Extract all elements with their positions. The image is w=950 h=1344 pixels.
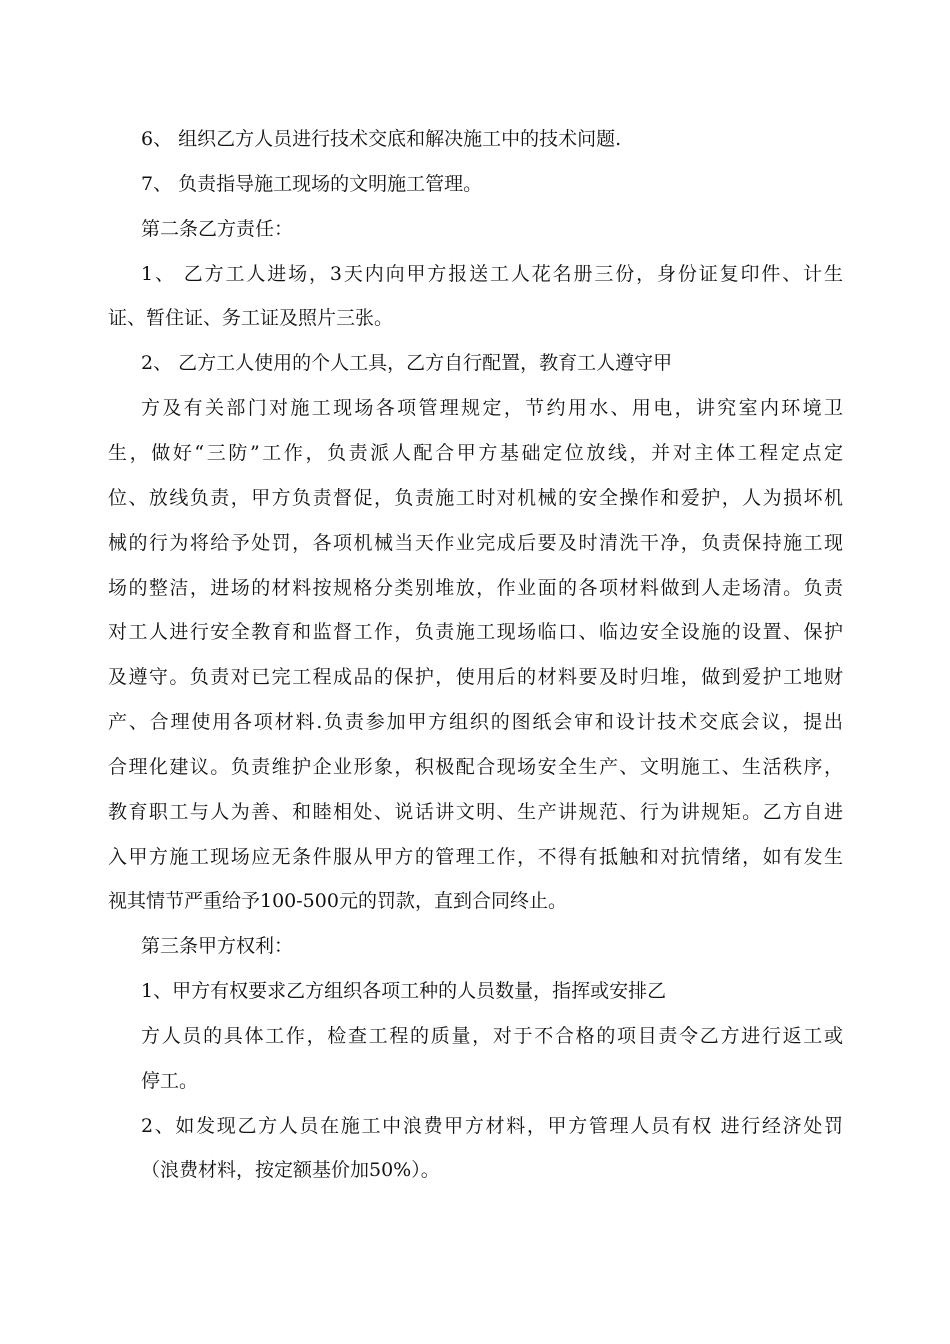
right-1-continuation: 方人员的具体工作，检查工程的质量，对于不合格的项目责令乙方进行返工或 <box>141 1025 843 1047</box>
paragraph-line: 位、放线负责，甲方负责督促，负责施工时对机械的安全操作和爱护，人为损坏机 <box>108 487 843 509</box>
section-2-heading: 第二条乙方责任： <box>141 218 294 240</box>
paragraph-line: 对工人进行安全教育和监督工作，负责施工现场临口、临边安全设施的设置、保护 <box>108 621 843 643</box>
paragraph-line: 及遵守。负责对已完工程成品的保护，使用后的材料要及时归堆，做到爱护工地财 <box>108 666 843 688</box>
right-1-text: 1、甲方有权要求乙方组织各项工种的人员数量，指挥或安排乙 <box>141 980 667 1002</box>
item-7-text: 7、 负责指导施工现场的文明施工管理。 <box>141 173 483 195</box>
paragraph-line: 场的整洁，进场的材料按规格分类别堆放，作业面的各项材料做到人走场清。负责 <box>108 577 843 599</box>
paragraph-line: 入甲方施工现场应无条件服从甲方的管理工作，不得有抵触和对抗情绪，如有发生 <box>108 846 843 868</box>
right-2-continuation: （浪费材料，按定额基价加50%）。 <box>141 1159 440 1181</box>
paragraph-line: 生，做好“三防”工作，负责派人配合甲方基础定位放线，并对主体工程定点定 <box>108 442 843 464</box>
paragraph-line-last: 视其情节严重给予100-500元的罚款，直到合同终止。 <box>108 890 567 912</box>
paragraph-line: 方及有关部门对施工现场各项管理规定，节约用水、用电，讲究室内环境卫 <box>141 397 843 419</box>
item-6-text: 6、 组织乙方人员进行技术交底和解决施工中的技术问题. <box>141 128 622 150</box>
item-1-text: 1、 乙方工人进场，3天内向甲方报送工人花名册三份，身份证复印件、计生 <box>141 263 843 285</box>
paragraph-line: 合理化建议。负责维护企业形象，积极配合现场安全生产、文明施工、生活秩序， <box>108 756 843 778</box>
paragraph-line: 产、合理使用各项材料.负责参加甲方组织的图纸会审和设计技术交底会议，提出 <box>108 711 843 733</box>
section-3-heading: 第三条甲方权利： <box>141 935 294 957</box>
paragraph-line: 教育职工与人为善、和睦相处、说话讲文明、生产讲规范、行为讲规矩。乙方自进 <box>108 801 843 823</box>
item-1-continuation: 证、暂住证、务工证及照片三张。 <box>108 307 394 329</box>
item-2-text: 2、 乙方工人使用的个人工具，乙方自行配置，教育工人遵守甲 <box>141 352 673 374</box>
paragraph-line: 械的行为将给予处罚，各项机械当天作业完成后要及时清洗干净，负责保持施工现 <box>108 532 843 554</box>
right-1-continuation-end: 停工。 <box>141 1070 199 1092</box>
right-2-text: 2、如发现乙方人员在施工中浪费甲方材料，甲方管理人员有权 进行经济处罚 <box>141 1115 843 1137</box>
